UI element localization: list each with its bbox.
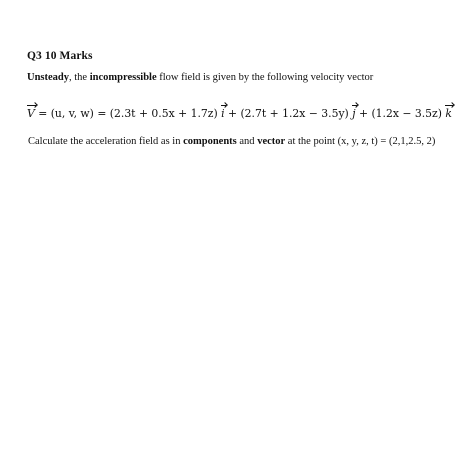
question-title: Q3 10 Marks — [27, 50, 93, 62]
instruction-vector: vector — [257, 136, 286, 147]
instruction-components: components — [183, 136, 237, 147]
velocity-vector-symbol: V — [27, 107, 35, 120]
unit-vector-i: i — [221, 107, 225, 120]
instruction-text-c: at the point (x, y, z, t) = (2,1,2.5, 2) — [285, 136, 436, 147]
unit-vector-k: k — [445, 107, 452, 120]
equation-components-j: + (2.7t + 1.2x − 3.5y) — [224, 107, 353, 120]
statement-unsteady: Unsteady — [27, 72, 70, 83]
statement-incompressible: incompressible — [89, 72, 157, 83]
problem-statement — [27, 72, 373, 83]
statement-text-a: , the — [69, 72, 90, 83]
unit-vector-j: j — [352, 107, 356, 120]
equation-components-i: = (u, v, w) = (2.3t + 0.5x + 1.7z) — [34, 107, 222, 120]
velocity-equation — [27, 107, 452, 120]
task-instruction — [28, 135, 448, 149]
instruction-text-b: and — [236, 136, 258, 147]
statement-text-b: flow field is given by the following velocity vector — [156, 72, 374, 83]
instruction-text-a: Calculate the acceleration field as in — [28, 136, 184, 147]
equation-components-k: + (1.2x − 3.5z) — [355, 107, 446, 120]
